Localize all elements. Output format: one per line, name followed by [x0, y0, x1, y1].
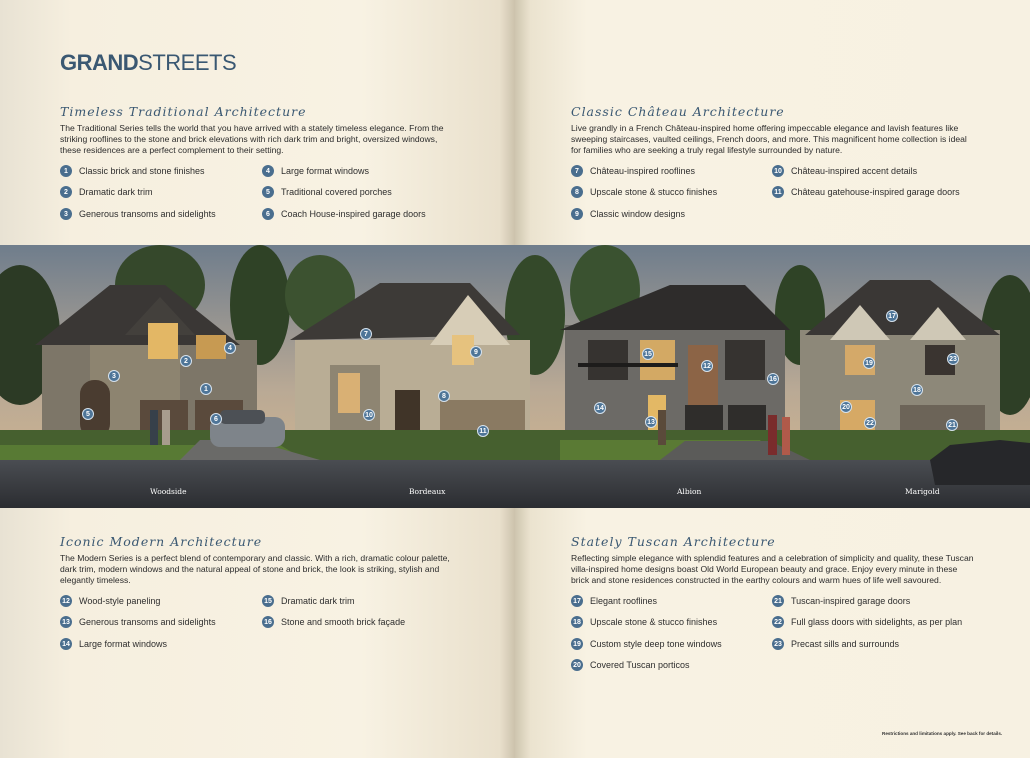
section-title-modern: Iconic Modern Architecture [60, 534, 263, 549]
feature-marker: 1 [200, 383, 212, 395]
section-title-chateau: Classic Château Architecture [571, 104, 785, 119]
feature-label: Custom style deep tone windows [590, 639, 722, 649]
section-title-traditional: Timeless Traditional Architecture [60, 104, 307, 119]
feature-marker: 9 [470, 346, 482, 358]
feature-badge: 12 [60, 595, 72, 607]
disclaimer-text: Restrictions and limitations apply. See back for details. [882, 731, 1003, 736]
feature-badge: 19 [571, 638, 583, 650]
feature-badge: 13 [60, 616, 72, 628]
streetscape-illustration [0, 245, 1030, 508]
feature-item [60, 165, 205, 177]
feature-label: Precast sills and surrounds [791, 639, 900, 649]
feature-marker: 13 [645, 416, 657, 428]
feature-badge: 9 [571, 208, 583, 220]
feature-badge: 3 [60, 208, 72, 220]
feature-label: Upscale stone & stucco finishes [590, 617, 718, 627]
feature-marker: 2 [180, 355, 192, 367]
feature-marker: 3 [108, 370, 120, 382]
feature-badge: 15 [262, 595, 274, 607]
feature-item [262, 165, 369, 177]
feature-item [60, 638, 167, 650]
brand-title [60, 50, 236, 76]
feature-label: Elegant rooflines [590, 596, 658, 606]
feature-label: Classic brick and stone finishes [79, 166, 205, 176]
feature-marker: 23 [947, 353, 959, 365]
section-body-tuscan: Reflecting simple elegance with splendid features and a celebration of simplicity and quality, these Tuscan villa-inspired home designs boast Old World European beauty and grace. Enjoy every minute in these brick and stone residences constructed in the earthy colours and warm hues of life well savoured. [571, 553, 974, 586]
feature-badge: 2 [60, 186, 72, 198]
feature-badge: 18 [571, 616, 583, 628]
feature-marker: 8 [438, 390, 450, 402]
section-title-tuscan: Stately Tuscan Architecture [571, 534, 776, 549]
feature-label: Château-inspired accent details [791, 166, 918, 176]
feature-badge: 16 [262, 616, 274, 628]
feature-marker: 16 [767, 373, 779, 385]
feature-item [571, 165, 695, 177]
feature-item [60, 616, 216, 628]
feature-marker: 20 [840, 401, 852, 413]
section-body-traditional: The Traditional Series tells the world that you have arrived with a stately timeless elegance. From the striking rooflines to the stone and brick elevations with rich dark trim and bright, oversized windows, these residences are a perfect complement to their setting. [60, 123, 444, 156]
feature-item [772, 638, 899, 650]
feature-label: Wood-style paneling [79, 596, 161, 606]
feature-item [571, 616, 717, 628]
feature-marker: 11 [477, 425, 489, 437]
feature-label: Classic window designs [590, 209, 686, 219]
model-name-albion: Albion [677, 487, 702, 496]
feature-marker: 15 [642, 348, 654, 360]
feature-label: Traditional covered porches [281, 187, 392, 197]
feature-marker: 4 [224, 342, 236, 354]
feature-item [571, 659, 690, 671]
feature-item [60, 595, 160, 607]
feature-item [262, 616, 405, 628]
feature-badge: 4 [262, 165, 274, 177]
feature-item [262, 595, 355, 607]
feature-item [772, 616, 962, 628]
section-body-chateau: Live grandly in a French Château-inspired home offering impeccable elegance and lavish features like sweeping staircases, vaulted ceilings, French doors, and more. This magnificent home collection is ideal for families who are seeking a truly regal lifestyle surrounded by nature. [571, 123, 967, 156]
feature-item [772, 186, 960, 198]
feature-item [571, 638, 722, 650]
feature-marker: 14 [594, 402, 606, 414]
feature-badge: 1 [60, 165, 72, 177]
brand-title-bold: GRAND [60, 50, 139, 75]
feature-label: Upscale stone & stucco finishes [590, 187, 718, 197]
feature-marker: 6 [210, 413, 222, 425]
section-body-modern: The Modern Series is a perfect blend of contemporary and classic. With a rich, dramatic colour palette, dark trim, modern windows and the natural appeal of stone and brick, the look is striking, stylish and elegantly timeless. [60, 553, 450, 586]
feature-label: Full glass doors with sidelights, as per plan [791, 617, 963, 627]
feature-item [571, 186, 717, 198]
feature-label: Large format windows [281, 166, 370, 176]
feature-label: Covered Tuscan porticos [590, 660, 690, 670]
feature-badge: 20 [571, 659, 583, 671]
feature-marker: 7 [360, 328, 372, 340]
model-name-bordeaux: Bordeaux [409, 487, 446, 496]
feature-item [262, 208, 426, 220]
feature-label: Large format windows [79, 639, 168, 649]
feature-badge: 5 [262, 186, 274, 198]
feature-label: Generous transoms and sidelights [79, 209, 216, 219]
feature-badge: 14 [60, 638, 72, 650]
feature-badge: 17 [571, 595, 583, 607]
feature-item [772, 595, 910, 607]
feature-item [262, 186, 392, 198]
feature-marker: 19 [863, 357, 875, 369]
feature-label: Dramatic dark trim [281, 596, 355, 606]
feature-marker: 21 [946, 419, 958, 431]
feature-label: Château-inspired rooflines [590, 166, 696, 176]
feature-label: Generous transoms and sidelights [79, 617, 216, 627]
feature-marker: 10 [363, 409, 375, 421]
feature-marker: 17 [886, 310, 898, 322]
feature-marker: 22 [864, 417, 876, 429]
feature-badge: 22 [772, 616, 784, 628]
feature-badge: 11 [772, 186, 784, 198]
feature-marker: 12 [701, 360, 713, 372]
feature-badge: 8 [571, 186, 583, 198]
feature-label: Stone and smooth brick façade [281, 617, 406, 627]
feature-badge: 7 [571, 165, 583, 177]
feature-label: Dramatic dark trim [79, 187, 153, 197]
brand-title-light: STREETS [138, 50, 237, 75]
feature-badge: 21 [772, 595, 784, 607]
model-name-woodside: Woodside [150, 487, 187, 496]
feature-badge: 23 [772, 638, 784, 650]
feature-label: Coach House-inspired garage doors [281, 209, 426, 219]
feature-item [772, 165, 917, 177]
feature-item [60, 208, 216, 220]
model-name-marigold: Marigold [905, 487, 940, 496]
feature-marker: 18 [911, 384, 923, 396]
feature-item [60, 186, 153, 198]
feature-badge: 10 [772, 165, 784, 177]
feature-label: Château gatehouse-inspired garage doors [791, 187, 960, 197]
feature-badge: 6 [262, 208, 274, 220]
feature-marker: 5 [82, 408, 94, 420]
feature-label: Tuscan-inspired garage doors [791, 596, 911, 606]
feature-item [571, 208, 685, 220]
feature-item [571, 595, 657, 607]
